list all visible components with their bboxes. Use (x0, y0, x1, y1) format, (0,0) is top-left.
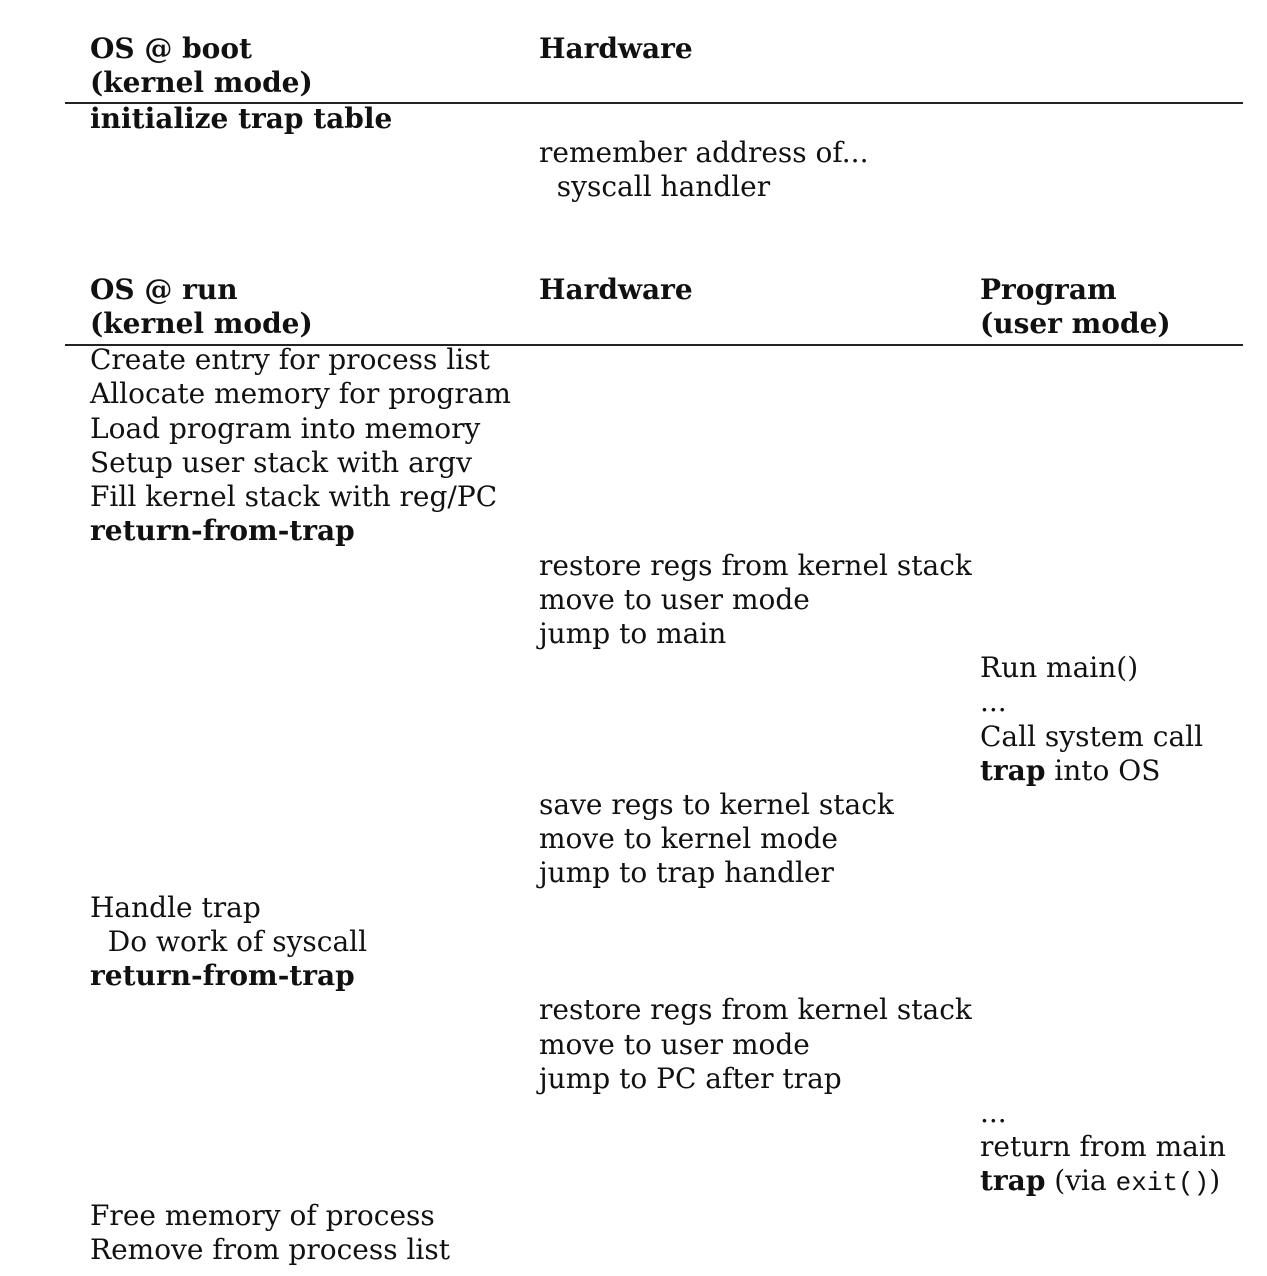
boot-hardware-header: Hardware (539, 32, 693, 65)
program-step-text: (via (1045, 1164, 1116, 1197)
os-step: Do work of syscall (90, 925, 368, 958)
hw-step: move to user mode (539, 1028, 810, 1061)
hw-step: move to user mode (539, 583, 810, 616)
program-step: return from main (980, 1130, 1226, 1163)
run-os-header: OS @ run (90, 273, 238, 306)
os-step: Remove from process list (90, 1233, 450, 1266)
os-step: return-from-trap (90, 514, 355, 547)
program-step-text: into OS (1045, 754, 1161, 787)
program-step-keyword: trap (980, 754, 1046, 787)
program-step: ... (980, 1096, 1007, 1129)
hw-step: move to kernel mode (539, 822, 838, 855)
program-step-text: ) (1209, 1164, 1221, 1197)
os-step: return-from-trap (90, 959, 355, 992)
hw-step: save regs to kernel stack (539, 788, 894, 821)
hw-step: jump to PC after trap (539, 1062, 842, 1095)
program-step (980, 1164, 1220, 1200)
hw-step: jump to main (539, 617, 727, 650)
boot-hw-row: remember address of... (539, 136, 869, 169)
boot-os-row: initialize trap table (90, 102, 393, 135)
os-step: Fill kernel stack with reg/PC (90, 480, 498, 513)
os-step: Load program into memory (90, 412, 481, 445)
boot-hw-row: syscall handler (539, 170, 771, 203)
hw-step: restore regs from kernel stack (539, 993, 972, 1026)
program-step: ... (980, 685, 1007, 718)
run-program-header-mode: (user mode) (980, 307, 1171, 340)
program-step (980, 754, 1160, 788)
os-step: Allocate memory for program (90, 377, 511, 410)
os-step: Setup user stack with argv (90, 446, 472, 479)
program-step: Run main() (980, 651, 1139, 684)
run-program-header: Program (980, 273, 1117, 306)
run-os-header-mode: (kernel mode) (90, 307, 313, 340)
run-hardware-header: Hardware (539, 273, 693, 306)
program-step-keyword: trap (980, 1164, 1046, 1197)
os-step: Handle trap (90, 891, 261, 924)
boot-os-header: OS @ boot (90, 32, 252, 65)
program-step: Call system call (980, 720, 1204, 753)
boot-os-header-mode: (kernel mode) (90, 66, 313, 99)
os-step: Create entry for process list (90, 343, 490, 376)
os-step: Free memory of process (90, 1199, 435, 1232)
hw-step: jump to trap handler (539, 856, 834, 889)
hw-step: restore regs from kernel stack (539, 549, 972, 582)
program-step-code: exit() (1115, 1168, 1210, 1198)
